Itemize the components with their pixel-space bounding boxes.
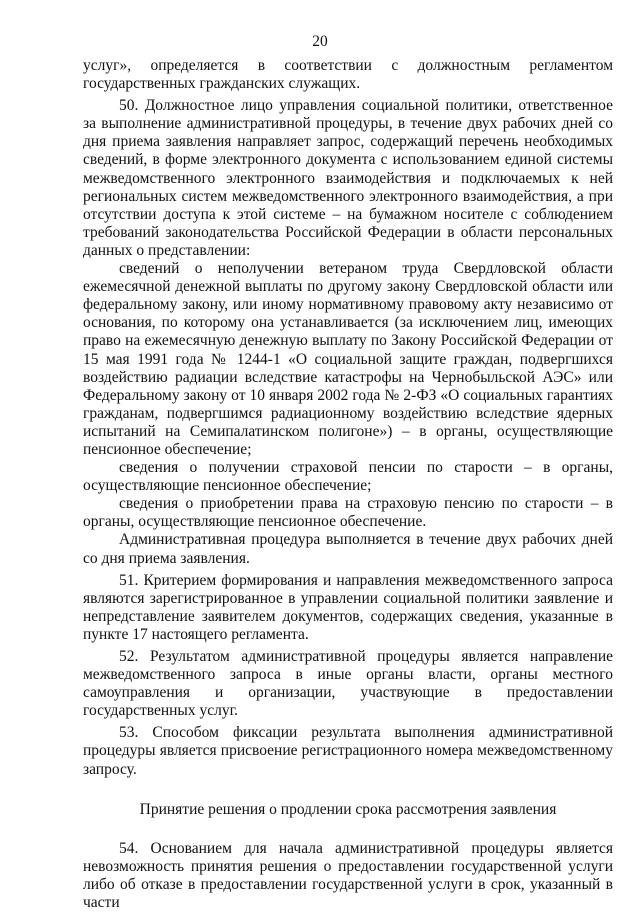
paragraph-50: 50. Должностное лицо управления социальной политики, ответственное за выполнение административной процедуры, в течение двух рабочих дней со дня приема заявления направляет запрос, содержащий перечень необходимых сведений, в форме электронного документа с использованием единой системы межведомственного электронного взаимодействия и подключаемых к ней региональных систем межведомственного электронного взаимодействия, а при отсутствии доступа к этой системе – на бумажном носителе с соблюдением требований законодательства Российской Федерации в области персональных данных о представлении: (83, 97, 613, 259)
paragraph-52: 52. Результатом административной процедуры является направление межведомственного запроса в иные органы власти, органы местного самоуправления и организации, участвующие в предоставлении государственных услуг. (83, 648, 613, 720)
paragraph-continuation: услуг», определяется в соответствии с должностным регламентом государственных гражданских служащих. (83, 57, 613, 93)
section-heading: Принятие решения о продлении срока рассмотрения заявления (139, 800, 557, 818)
paragraph-info-non-receipt: сведений о неполучении ветераном труда Свердловской области ежемесячной денежной выплаты по другому закону Свердловской области или федеральному закону, или иному нормативному правовому акту независимо от основания, по которому она устанавливается (за исключением лиц, имеющих право на ежемесячную денежную выплату по Закону Российской Федерации от 15 мая 1991 года № 1244-1 «О социальной защите граждан, подвергшихся воздействию радиации вследствие катастрофы на Чернобыльской АЭС» или Федеральному закону от 10 января 2002 года № 2-ФЗ «О социальных гарантиях гражданам, подвергшимся радиационному воздействию вследствие ядерных испытаний на Семипалатинском полигоне») – в органы, осуществляющие пенсионное обеспечение; (83, 260, 613, 458)
paragraph-info-pension-right: сведения о приобретении права на страховую пенсию по старости – в органы, осуществляющие пенсионное обеспечение. (83, 495, 613, 531)
document-body (83, 57, 613, 912)
paragraph-procedure-term: Административная процедура выполняется в течение двух рабочих дней со дня приема заявления. (83, 531, 613, 567)
paragraph-53: 53. Способом фиксации результата выполнения административной процедуры является присвоение регистрационного номера межведомственному запросу. (83, 724, 613, 778)
paragraph-info-pension-receipt: сведения о получении страховой пенсии по старости – в органы, осуществляющие пенсионное обеспечение; (83, 459, 613, 495)
paragraph-51: 51. Критерием формирования и направления межведомственного запроса являются зарегистрированное в управлении социальной политики заявление и непредставление заявителем документов, содержащих сведения, указанные в пункте 17 настоящего регламента. (83, 571, 613, 643)
page-number: 20 (312, 33, 328, 50)
paragraph-54: 54. Основанием для начала административной процедуры является невозможность принятия решения о предоставлении государственной услуги либо об отказе в предоставлении государственной услуги в срок, указанный в части (83, 839, 613, 912)
